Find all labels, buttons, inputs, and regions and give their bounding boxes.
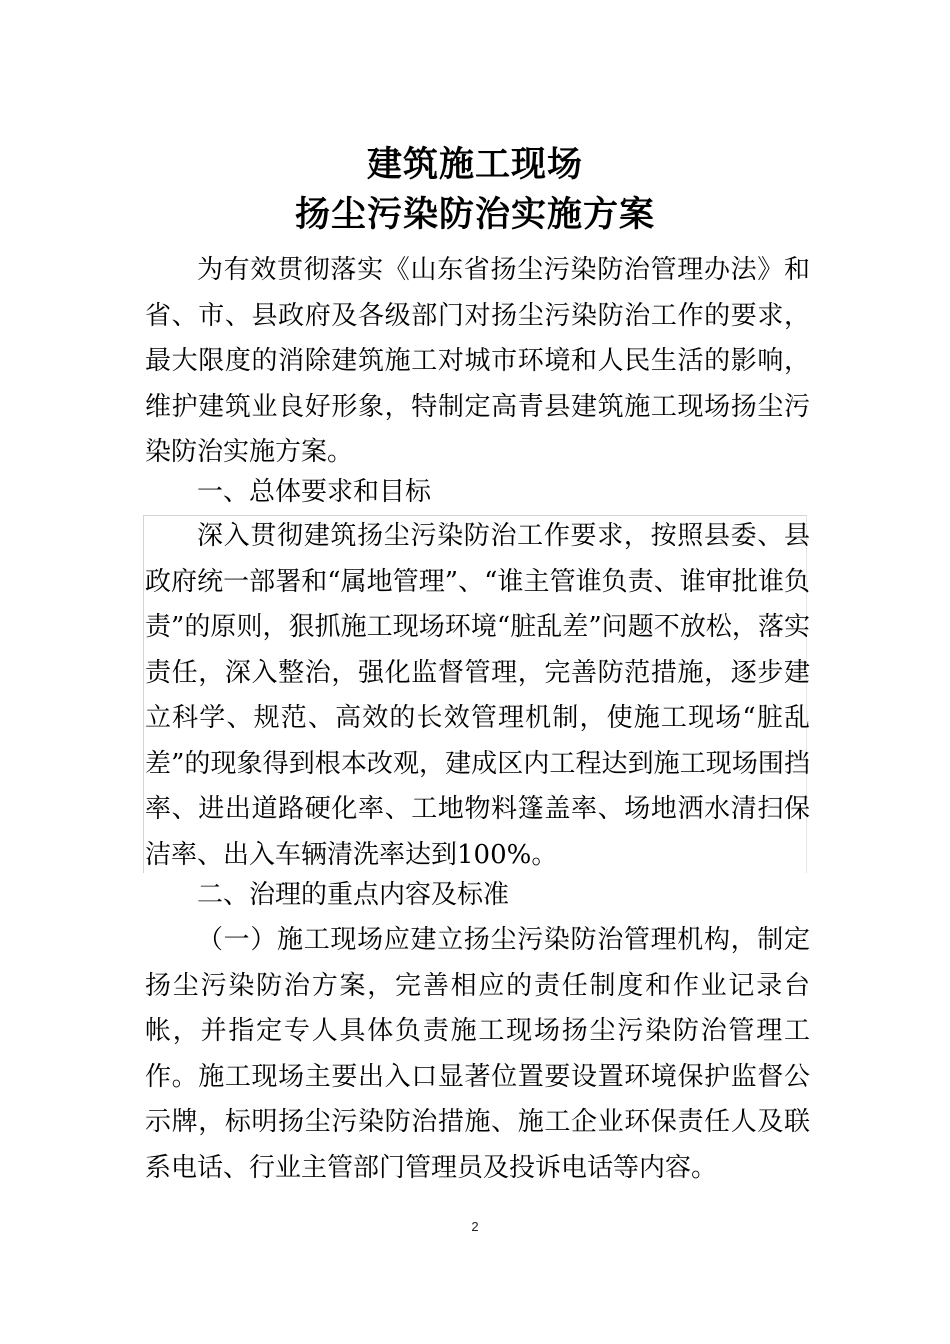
document-title-line2: 扬尘污染防治实施方案: [294, 194, 655, 235]
intro-paragraph: 为有效贯彻落实《山东省扬尘污染防治管理办法》和省、市、县政府及各级部门对扬尘污染防治工作的要求，最大限度的消除建筑施工对城市环境和人民生活的影响，维护建筑业良好形象，特制定高青县建筑施工现场扬尘污染防治实施方案。: [145, 255, 810, 467]
document-title-line1: 建筑施工现场: [366, 144, 583, 185]
section2-heading: 二、治理的重点内容及标准: [197, 880, 510, 910]
page-number: 2: [471, 1219, 479, 1234]
section1-body: 深入贯彻建筑扬尘污染防治工作要求，按照县委、县政府统一部署和“属地管理”、“谁主管谁负责、谁审批谁负责”的原则，狠抓施工现场环境“脏乱差”问题不放松，落实责任，深入整治，强化监督管理，完善防范措施，逐步建立科学、规范、高效的长效管理机制，使施工现场“脏乱差”的现象得到根本改观，建成区内工程达到施工现场围挡率、进出道路硬化率、工地物料篷盖率、场地洒水清扫保洁率、出入车辆清洗率达到100%。: [145, 521, 810, 870]
section2-item1-paragraph: （一）施工现场应建立扬尘污染防治管理机构，制定扬尘污染防治方案，完善相应的责任制度和作业记录台帐，并指定专人具体负责施工现场扬尘污染防治管理工作。施工现场主要出入口显著位置要设置环境保护监督公示牌，标明扬尘污染防治措施、施工企业环保责任人及联系电话、行业主管部门管理员及投诉电话等内容。: [145, 925, 810, 1183]
section1-heading: 一、总体要求和目标: [197, 477, 432, 507]
